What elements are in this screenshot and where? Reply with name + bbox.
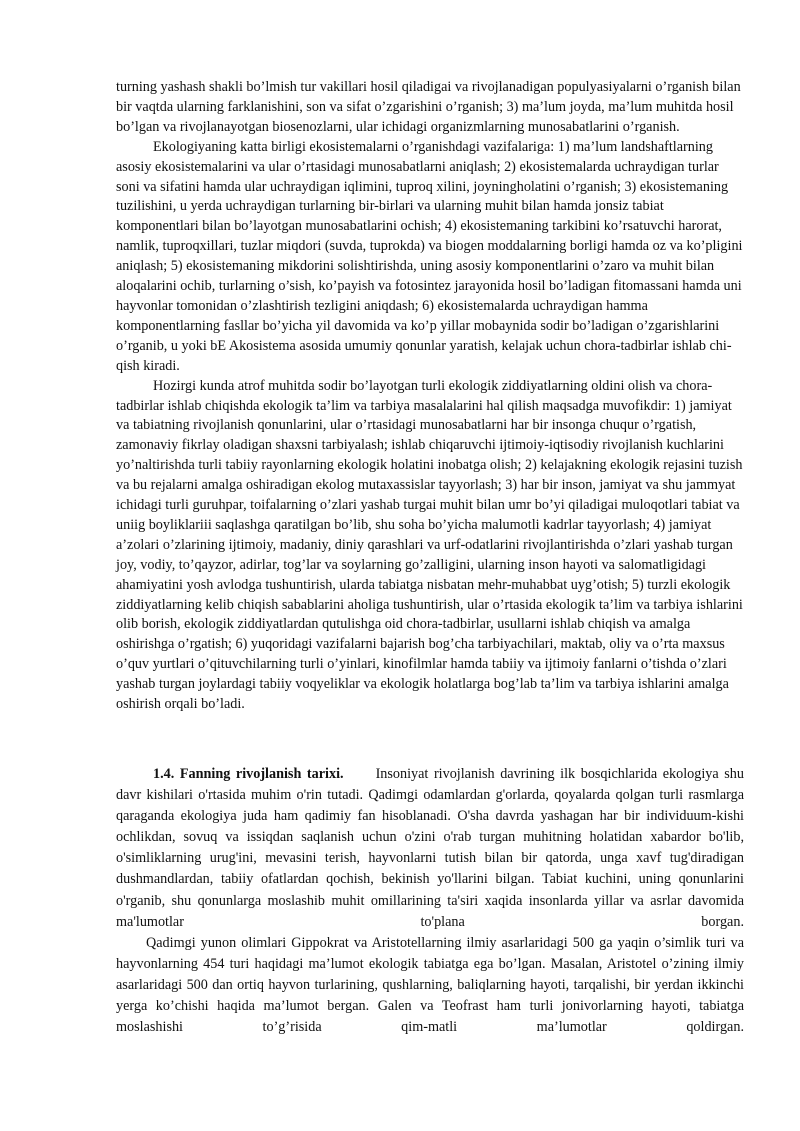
text-block-upper: [116, 78, 744, 715]
text-block-lower: [116, 764, 744, 1038]
paragraph-1: turning yashash shakli bo’lmish tur vakillari hosil qiladigai va rivojlanadigan populyasiyalarni o’rganish bilan bir vaqtda ularning farklanishini, son va sifat o’zgarishini o’rganish; 3) ma’lum joyda, ma’lum muhitda hosil bo’lgan va rivojlanayotgan biosenozlarni, ular ichidagi organizmlarning munosabatlarini o’rganish.: [116, 79, 741, 135]
paragraph-3: Hozirgi kunda atrof muhitda sodir bo’layotgan turli ekologik ziddiyatlarning oldini olish va chora-tadbirlar ishlab chiqishda ekologik ta’lim va tarbiya masalalarini hal qilish maqsadga muvofikdir: 1) jamiyat va tabiatning rivojlanish qonunlarini, ular o’rtasidagi munosabatlarni har bir insonga chuqur o’rgatish, zamonaviy fikrlay oladigan shaxsni tarbiyalash; ishlab chiqaruvchi ijtimoiy-iqtisodiy rivojlanish kuchlarini yo’naltirishda turli tabiiy rayonlarning ekologik holatini inobatga olish; 2) kelajakning ekologik rejasini tuzish va bu rejalarni amalga oshiradigan ekolog mutaxassislar tayyorlash; 3) har bir inson, jamiyat va shu jammyat ichidagi turli guruhpar, toifalarning o’zlari yashab turgai muhit bilan umr bo’yi qiladigai muloqotlari tabiat va uniig boyliklariii saqlashga qaratilgan bo’lib, shu soha bo’yicha malumotli kadrlar tayyorlash; 4) jamiyat a’zolari o’zlarining ijtimoiy, madaniy, diniy qarashlari va urf-odatlarini rivojlantirishda o’zlari yashab turgan joy, vodiy, to’qayzor, adirlar, tog’lar va soylarning go’zalligini, ularning inson hayoti va salomatligidagi ahamiyatini yosh avlodga tushuntirish, ularda tabiatga nisbatan mehr-muhabbat uyg’otish; 5) turzli ekologik ziddiyatlarning kelib chiqish sabablarini aholiga tushuntirish, ular o’rtasida ekologik ta’lim va tarbiya ishlarini olib borish, ekologik ziddiyatlardan qutulishga oid chora-tadbirlar, usullarni ishlab chiqish va amalga oshirishga o’rgatish; 6) yuqoridagi vazifalarni bajarish bog’cha tarbiyachilari, maktab, oliy va o’rta maxsus o’quv yurtlari o’qituvchilarning turli o’yinlari, kinofilmlar hamda tabiiy va ijtimoiy fanlarni o’tishda o’zlari yashab turgan joylardagi tabiiy voqyeliklar va ekologik holatlarga bog’lab ta’lim va tarbiya ishlarini amalga oshirish orqali bo’ladi.: [116, 377, 743, 713]
section-heading: 1.4. Fanning rivojlanish tarixi.: [153, 766, 344, 782]
paragraph-2: Ekologiyaning katta birligi ekosistemalarni o’rganishdagi vazifalariga: 1) ma’lum landshaftlarning asosiy ekosistemalarini va ular o’rtasidagi munosabatlarni aniqlash; 2) ekosistemalarda uchraydigan turlar soni va sifatini hamda ular uchraydigan iqlimini, tuproq xilini, joyningholatini o’rganish; 3) ekosistemaning tuzilishini, u yerda uchraydigan turlarning bir-birlari va ularning muhit bilan hamda jonsiz tabiat komponentlari bilan bo’layotgan munosabatlarini ochish; 4) ekosistemaning tarkibini ko’rsatuvchi harorat, namlik, tuproqxillari, tuzlar miqdori (suvda, tuprokda) va biogen moddalarning borligi hamda oz va ko’pligini aniqlash; 5) ekosistemaning mikdorini solishtirishda, uning asosiy komponentlarini o’zaro va muhit bilan aloqalarini ochib, turlarning o’sish, ko’payish va fotosintez jarayonida hosil bo’ladigan fitomassani hamda uni hayvonlar tomonidan o’zlashtirish tezligini aniqdash; 6) ekosistemalarda uchraydigan hamma komponentlarning fasllar bo’yicha yil davomida va ko’p yillar mobaynida sodir bo’ladigan o’zgarishlarini o’rganib, u yoki bE Akosistema asosida umumiy qonunlar yaratish, kelajak uchun chora-tadbirlar ishlab chi-qish kiradi.: [116, 138, 743, 374]
paragraph-4-text: Insoniyat rivojlanish davrining ilk bosqichlarida ekologiya shu davr kishilari o'rtasida muhim o'rin tutadi. Qadimgi odamlardan g'orlarda, qoyalarda qolgan turli rasmlarga qaraganda ekologiya juda ham qadimiy fan hisoblanadi. O'sha davrda yashagan har bir individuum-kishi ochlikdan, sovuq va issiqdan saqlanish uchun o'zini o'rab turgan muhitning holatidan xabardor bo'lib, o'simliklarning urug'ini, mevasini terish, hayvonlarni tutish bilan bir qatorda, unga xavf tug'diradigan dushmandlardan, tabiiy ofatlardan qochish, bekinish yo'llarini bilgan. Tabiat kuchini, uning qonunlarini o'rganib, shu qonunlarga moslashib muhit omillarining ta'siri xaqida insonlarda yillar va asrlar davomida ma'lumotlar to'plana borgan.: [116, 766, 744, 930]
paragraph-4: [116, 764, 744, 933]
paragraph-5: Qadimgi yunon olimlari Gippokrat va Aristotellarning ilmiy asarlaridagi 500 ga yaqin o’simlik turi va hayvonlarning 454 turi haqidagi ma’lumot ekologik tabiatga ega bo’lgan. Masalan, Aristotel o’zining ilmiy asarlaridagi 500 dan ortiq hayvon turlarining, qushlarning, baliqlarning hayoti, tarqalishi, bir yerdan ikkinchi yerga ko’chishi haqida ma’lumot bergan. Galen va Teofrast ham turli jonivorlarning hayoti, tabiatga moslashishi to’g’risida qim-matli ma’lumotlar qoldirgan.: [116, 934, 744, 1036]
